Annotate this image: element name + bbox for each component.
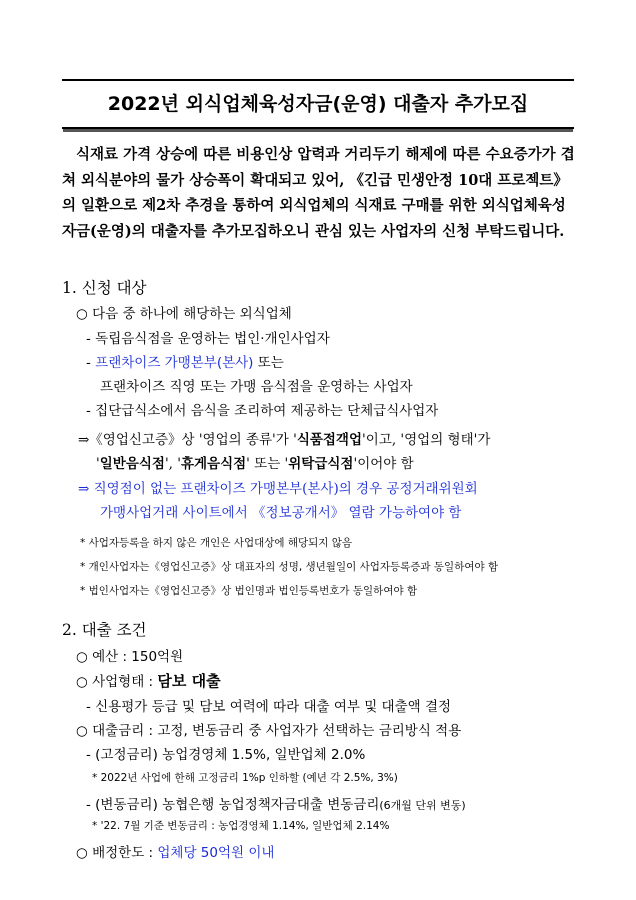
section2-heading: 2. 대출 조건 [62, 621, 147, 639]
s1-arrow1: ⇒《영업신고증》상 '영업의 종류'가 '식품접객업'이고, '영업의 형태'가 [78, 432, 491, 448]
s2-note2: * '22. 7월 기준 변동금리 : 농업경영체 1.14%, 일반업체 2.14% [92, 820, 390, 832]
intro-paragraph: 식재료 가격 상승에 따른 비용인상 압력과 거리두기 해제에 따른 수요증가가 겹쳐 외식분야의 물가 상승폭이 확대되고 있어, 《긴급 민생안정 10대 프로젝트》의 일환으로 제2차 추경을 통하여 외식업체의 식재료 구매를 위한 외식업체육성자금(운영)의 대출자를 추가모집하오니 관심 있는 사업자의 신청 부탁드립니다. [62, 146, 575, 240]
s2-budget: ○ 예산 : 150억원 [76, 649, 184, 665]
s1-note2: * 개인사업자는《영업신고증》상 대표자의 성명, 생년월일이 사업자등록증과 동일하여야 함 [80, 561, 499, 573]
s1-arrow4: 가맹사업거래 사이트에서 《정보공개서》 열람 가능하여야 함 [100, 505, 462, 521]
s2-limit: ○ 배정한도 : 업체당 50억원 이내 [76, 845, 275, 861]
s1-arrow3: ⇒ 직영점이 없는 프랜차이즈 가맹본부(본사)의 경우 공정거래위원회 [78, 481, 478, 497]
section1-heading: 1. 신청 대상 [62, 279, 147, 297]
s2-credit-line: - 신용평가 등급 및 담보 여력에 따라 대출 여부 및 대출액 결정 [86, 699, 452, 715]
s2-variable-rate: - (변동금리) 농협은행 농업정책자금대출 변동금리(6개월 단위 변동) [86, 797, 466, 813]
s1-arrow2: '일반음식점', '휴게음식점' 또는 '위탁급식점'이어야 함 [96, 456, 414, 472]
s1-line3: - 프랜차이즈 가맹본부(본사) 또는 [86, 355, 284, 371]
s1-note3: * 법인사업자는《영업신고증》상 법인명과 법인등록번호가 동일하여야 함 [80, 585, 418, 597]
s1-note1: * 사업자등록을 하지 않은 개인은 사업대상에 해당되지 않음 [80, 537, 353, 549]
title-box [62, 79, 574, 129]
page-title: 2022년 외식업체육성자금(운영) 대출자 추가모집 [107, 93, 529, 115]
s2-note1: * 2022년 사업에 한해 고정금리 1%p 인하할 (예년 각 2.5%, 3%) [92, 772, 398, 784]
s1-line5: - 집단급식소에서 음식을 조리하여 제공하는 단체급식사업자 [86, 403, 439, 419]
s2-fixed-rate: - (고정금리) 농업경영체 1.5%, 일반업체 2.0% [86, 747, 366, 763]
s2-interest: ○ 대출금리 : 고정, 변동금리 중 사업자가 선택하는 금리방식 적용 [76, 723, 462, 739]
s1-line1: ○ 다음 중 하나에 해당하는 외식업체 [76, 306, 292, 322]
franchise-hq-text: 프랜차이즈 가맹본부(본사) [95, 355, 254, 371]
s1-line2: - 독립음식점을 운영하는 법인·개인사업자 [86, 331, 330, 347]
s1-line4: 프랜차이즈 직영 또는 가맹 음식점을 운영하는 사업자 [100, 379, 413, 395]
s2-business-type: ○ 사업형태 : 담보 대출 [76, 672, 221, 690]
